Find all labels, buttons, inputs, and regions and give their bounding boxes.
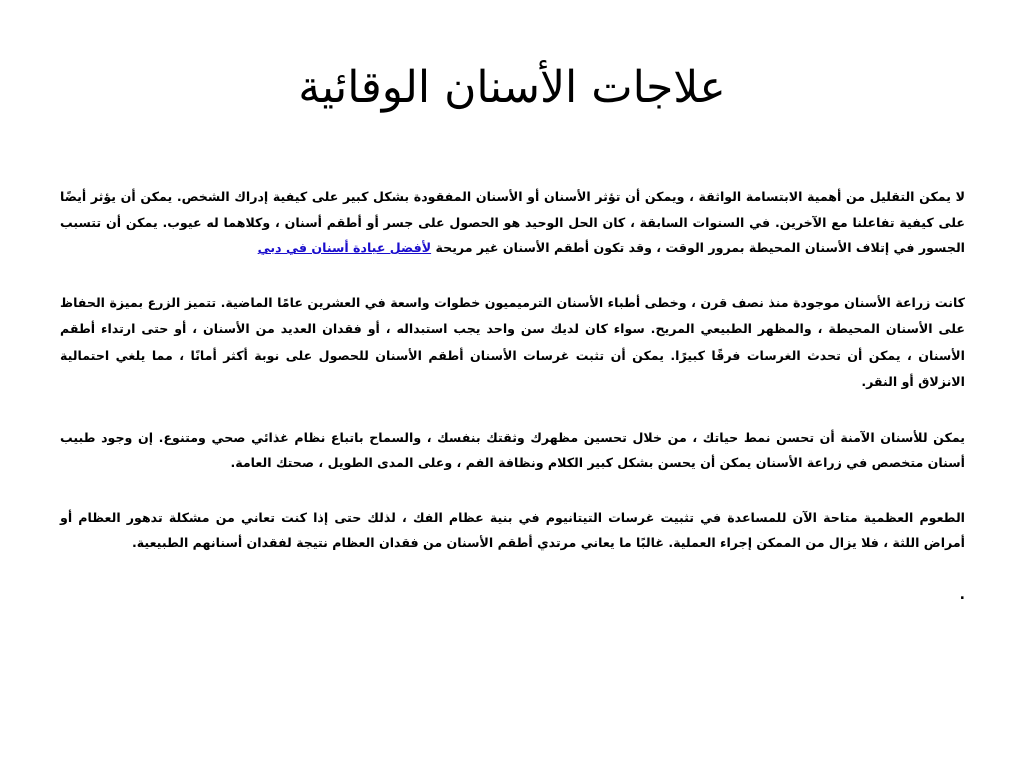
slide-title: علاجات الأسنان الوقائية: [298, 62, 726, 113]
best-dental-clinic-link[interactable]: لأفضل عيادة أسنان في دبي: [257, 240, 432, 255]
paragraph-4: الطعوم العظمية متاحة الآن للمساعدة في تثبيت غرسات التيتانيوم في بنية عظام الفك ، لذلك حتى إذا كنت تعاني من مشكلة تدهور العظام أو أمراض اللثة ، فلا يزال من الممكن إجراء العملية. غالبًا ما يعاني مرتدي أطقم الأسنان من فقدان العظام نتيجة لفقدان أسنانهم الطبيعية.: [60, 509, 965, 550]
slide-body: [60, 184, 965, 605]
paragraph-2: كانت زراعة الأسنان موجودة منذ نصف قرن ، وخطى أطباء الأسنان الترميميون خطوات واسعة في العشرين عامًا الماضية. تتميز الزرع بميزة الحفاظ على الأسنان المحيطة ، والمظهر الطبيعي المريح. سواء كان لديك سن واحد يجب استبداله ، أو فقدان العديد من الأسنان ، أو حتى ارتداء أطقم الأسنان ، يمكن أن تحدث الغرسات فرقًا كبيرًا. يمكن أن تثبت غرسات الأسنان أطقم الأسنان للحصول على نوبة أكثر أمانًا ، مما يلغي احتمالية الانزلاق أو النقر.: [60, 294, 965, 389]
trailing-bullet: .: [959, 586, 965, 603]
paragraph-1-text: لا يمكن التقليل من أهمية الابتسامة الواثقة ، ويمكن أن تؤثر الأسنان أو الأسنان المفقودة بشكل كبير على كيفية إدراك الشخص. يمكن أن يؤثر أيضًا على كيفية تفاعلنا مع الآخرين. في السنوات السابقة ، كان الحل الوحيد هو الحصول على جسر أو أطقم أسنان ، وكلاهما له عيوب. يمكن أن تتسبب الجسور في إتلاف الأسنان المحيطة بمرور الوقت ، وقد تكون أطقم الأسنان غير مريحة: [60, 189, 965, 255]
paragraph-1: [60, 184, 965, 261]
paragraph-3: يمكن للأسنان الآمنة أن تحسن نمط حياتك ، من خلال تحسين مظهرك وثقتك بنفسك ، والسماح باتباع نظام غذائي صحي ومتنوع. إن وجود طبيب أسنان متخصص في زراعة الأسنان يمكن أن يحسن بشكل كبير الكلام ونظافة الفم ، وعلى المدى الطويل ، صحتك العامة.: [60, 429, 965, 470]
